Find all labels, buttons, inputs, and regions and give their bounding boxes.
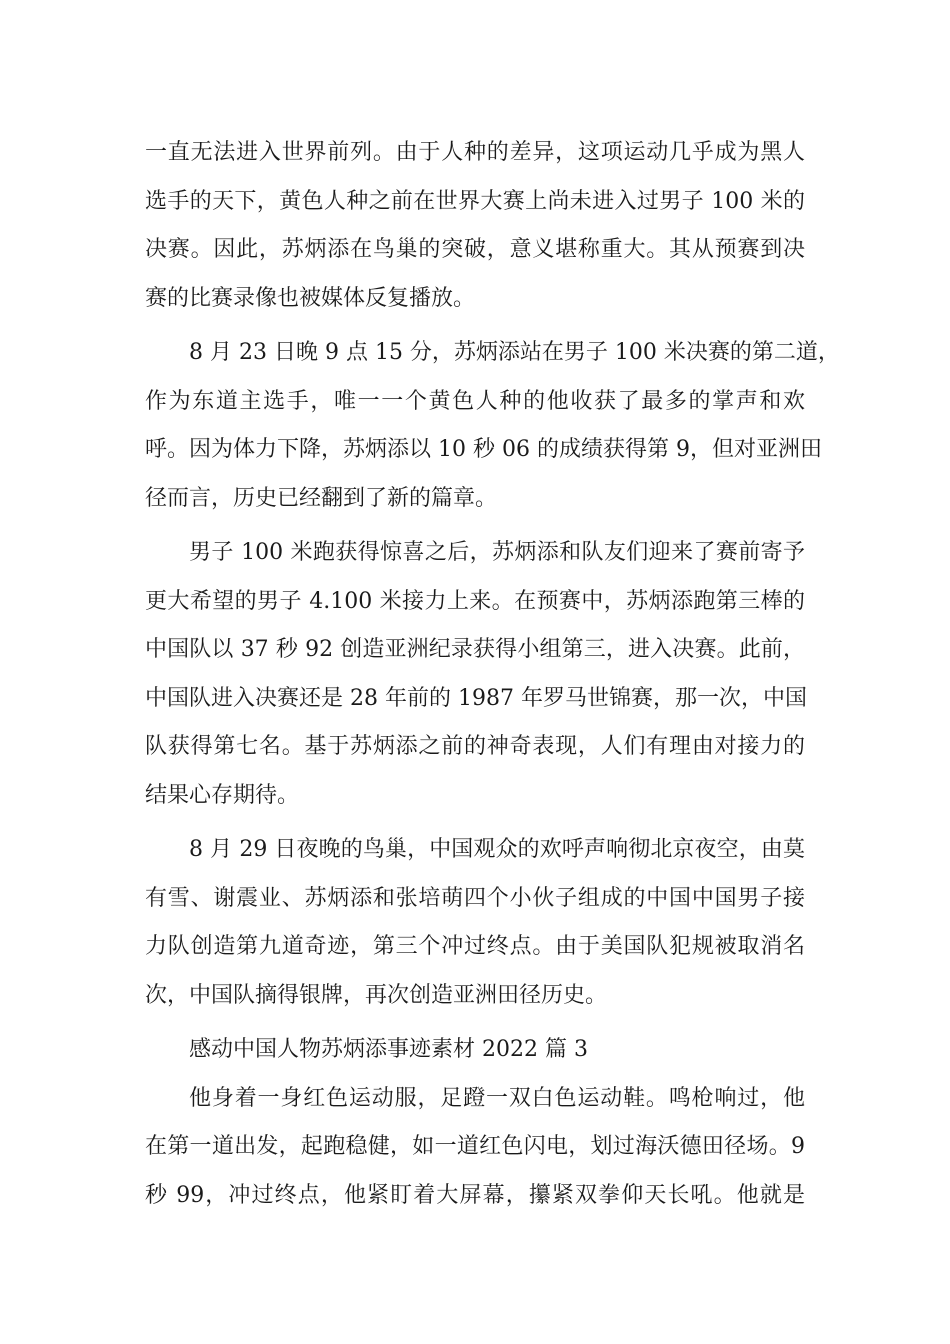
text-line: 赛的比赛录像也被媒体反复播放。 — [145, 286, 476, 311]
text-line: 更大希望的男子 4.100 米接力上来。在预赛中，苏炳添跑第三棒的 — [145, 589, 805, 614]
text-line: 一直无法进入世界前列。由于人种的差异，这项运动几乎成为黑人 — [145, 140, 805, 165]
text-line: 次，中国队摘得银牌，再次创造亚洲田径历史。 — [145, 983, 608, 1008]
section-heading: 感动中国人物苏炳添事迹素材 2022 篇 3 — [189, 1037, 588, 1062]
text-line: 队获得第七名。基于苏炳添之前的神奇表现，人们有理由对接力的 — [145, 734, 805, 759]
text-line: 在第一道出发，起跑稳健，如一道红色闪电，划过海沃德田径场。9 — [145, 1134, 805, 1159]
text-line: 结果心存期待。 — [145, 783, 300, 808]
text-line: 选手的天下，黄色人种之前在世界大赛上尚未进入过男子 100 米的 — [145, 189, 805, 214]
text-line: 秒 99，冲过终点，他紧盯着大屏幕，攥紧双拳仰天长吼。他就是 — [145, 1183, 805, 1208]
text-line: 他身着一身红色运动服，足蹬一双白色运动鞋。鸣枪响过，他 — [189, 1086, 805, 1111]
text-line: 决赛。因此，苏炳添在鸟巢的突破，意义堪称重大。其从预赛到决 — [145, 237, 805, 262]
text-line: 中国队以 37 秒 92 创造亚洲纪录获得小组第三，进入决赛。此前， — [145, 637, 805, 662]
text-line: 径而言，历史已经翻到了新的篇章。 — [145, 486, 498, 511]
text-line: 8 月 23 日晚 9 点 15 分，苏炳添站在男子 100 米决赛的第二道， — [189, 340, 840, 365]
text-line: 有雪、谢震业、苏炳添和张培萌四个小伙子组成的中国中国男子接 — [145, 886, 805, 911]
text-line: 作为东道主选手，唯一一个黄色人种的他收获了最多的掌声和欢 — [145, 389, 805, 414]
text-line: 8 月 29 日夜晚的鸟巢，中国观众的欢呼声响彻北京夜空，由莫 — [189, 837, 805, 862]
text-line: 呼。因为体力下降，苏炳添以 10 秒 06 的成绩获得第 9，但对亚洲田 — [145, 437, 822, 462]
text-line: 中国队进入决赛还是 28 年前的 1987 年罗马世锦赛，那一次，中国 — [145, 686, 807, 711]
text-line: 力队创造第九道奇迹，第三个冲过终点。由于美国队犯规被取消名 — [145, 934, 805, 959]
text-line: 男子 100 米跑获得惊喜之后，苏炳添和队友们迎来了赛前寄予 — [189, 540, 805, 565]
